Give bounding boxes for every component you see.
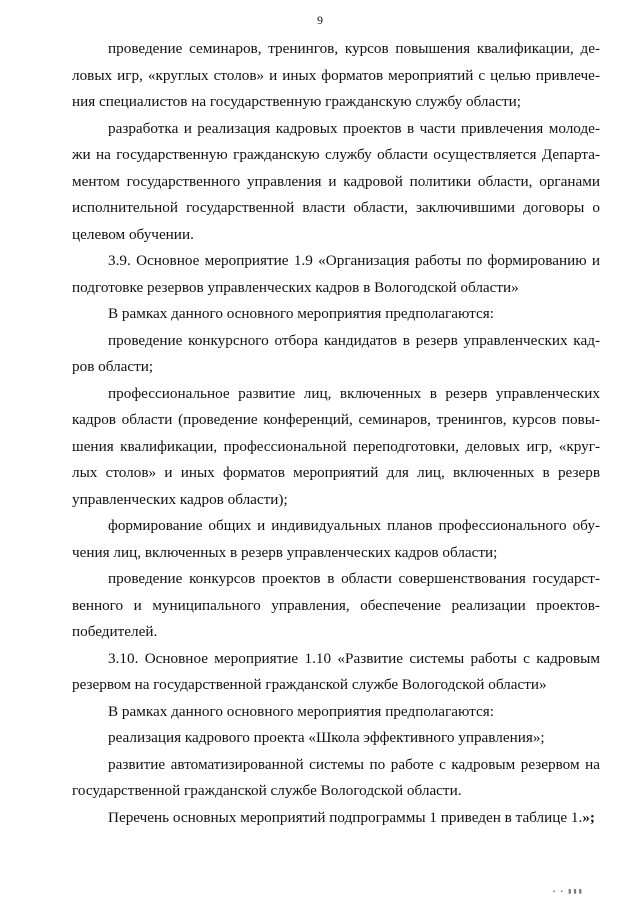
closing-paragraph-text: Перечень основных мероприятий подпрограммы 1 приведен в таблице 1. (108, 808, 583, 826)
paragraph: В рамках данного основного мероприятия предполагаются: (108, 702, 494, 720)
page-number: 9 (317, 13, 323, 27)
section-heading-3-9: 3.9. Основное мероприятие 1.9 «Организация работы по формированию и подготовке резервов управленческих кадров в Вологодской области» (72, 252, 600, 296)
paragraph: формирование общих и индивидуальных планов профессионального обучения лиц, включенных в резерв управленческих кадров области; (72, 517, 600, 561)
paragraph: проведение конкурсного отбора кандидатов в резерв управленческих кадров области; (72, 331, 600, 375)
paragraph: развитие автоматизированной системы по работе с кадровым резервом на государственной гражданской службе Вологодской области. (72, 755, 600, 799)
paragraph: разработка и реализация кадровых проектов в части привлечения молодежи на государственную гражданскую службу области осуществляется Департаментом государственного управления и кадровой политики области, органами исполнительной государственной власти области, заключившими договоры о целевом обучении. (72, 119, 600, 243)
paragraph: В рамках данного основного мероприятия предполагаются: (108, 305, 494, 322)
paragraph: проведение конкурсов проектов в области совершенствования государственного и муниципального управления, обеспечение реализации проектов-победителей. (72, 570, 600, 640)
section-heading-3-10: 3.10. Основное мероприятие 1.10 «Развитие системы работы с кадровым резервом на государственной гражданской службе Вологодской области» (72, 649, 600, 693)
paragraph: профессиональное развитие лиц, включенных в резерв управленческих кадров области (проведение конференций, семинаров, тренингов, курсов повышения квалификации, профессиональной переподготовки, деловых игр, «круглых столов» и иных форматов мероприятий для лиц, включенных в резерв управленческих кадров области); (72, 384, 600, 508)
body-text (72, 36, 600, 831)
paragraph: проведение семинаров, тренингов, курсов повышения квалификации, деловых игр, «круглых столов» и иных форматов мероприятий с целью привлечения специалистов на государственную гражданскую службу области; (72, 40, 600, 110)
scan-artifact: ▪ ▪ ▮▮▮ (552, 889, 584, 895)
closing-paragraph (72, 805, 600, 832)
closing-quote-mark: »; (582, 808, 595, 826)
paragraph: реализация кадрового проекта «Школа эффективного управления»; (108, 729, 545, 746)
